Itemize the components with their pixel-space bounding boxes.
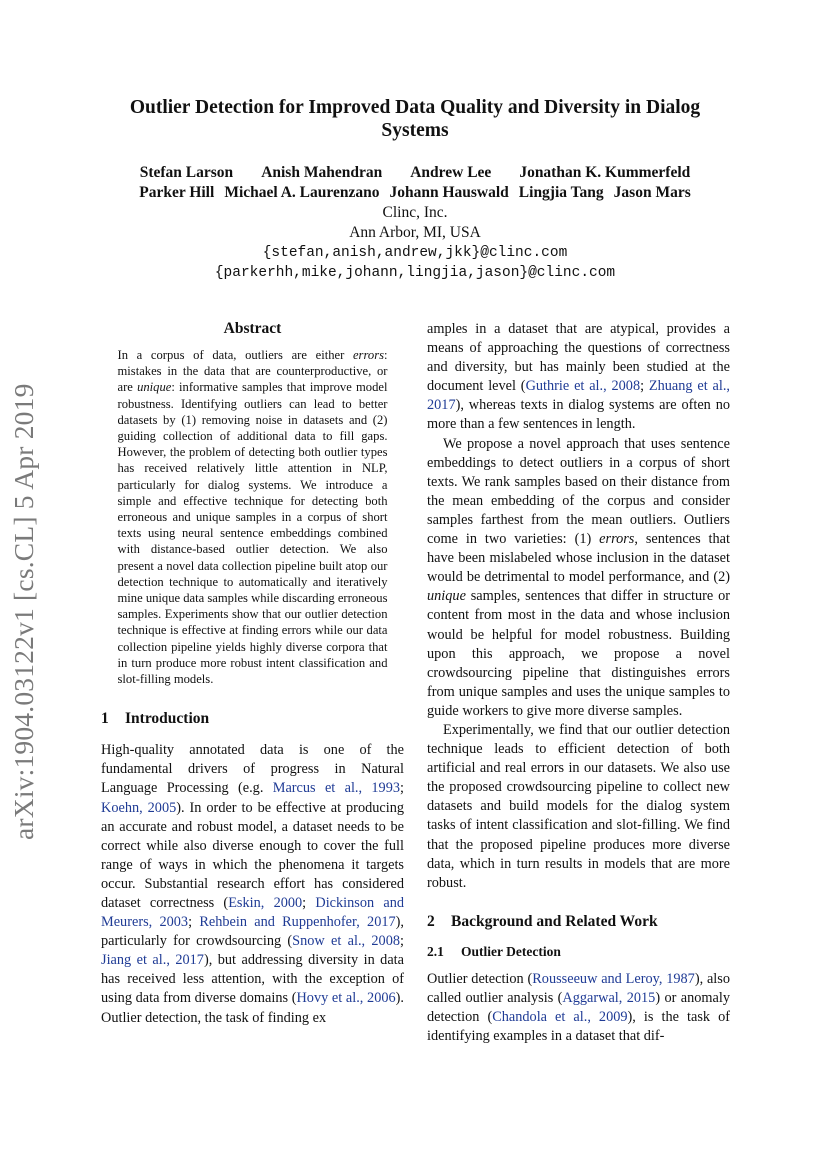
citation-link[interactable]: Rehbein and Ruppenhofer, 2017: [199, 914, 396, 931]
citation-link[interactable]: Guthrie et al., 2008: [525, 378, 641, 395]
subsection-heading-outlier-detection: [427, 944, 730, 960]
body-paragraph: amples in a dataset that are atypical, provides a means of approaching the questions of correctness and diversity, but has mainly been studied at the document level (Guthrie et al., 2008; Zhuang et al., 2017), whereas texts in dialog systems are often no more than a few sentences in length.: [427, 321, 731, 433]
author-name: Jonathan K. Kummerfeld: [519, 164, 691, 181]
author-block: [100, 163, 730, 283]
citation-link[interactable]: Aggarwal, 2015: [562, 989, 656, 1006]
introduction-paragraph: High-quality annotated data is one of the fundamental drivers of progress in Natural Language Processing (e.g. Marcus et al., 1993; Koehn, 2005). In order to be effective at producing an accurate and robust model, a dataset needs to be correct while also diverse enough to cover the full range of ways in which the phenomena it targets occur. Substantial research effort has considered dataset correctness (Eskin, 2000; Dickinson and Meurers, 2003; Rehbein and Ruppenhofer, 2017), particularly for crowdsourcing (Snow et al., 2008; Jiang et al., 2017), but addressing diversity in data has received less attention, with the exception of using data from diverse domains (Hovy et al., 2006). Outlier detection, the task of finding ex: [101, 742, 405, 1026]
citation-link[interactable]: Marcus et al., 1993: [272, 780, 401, 797]
section-number: 1: [101, 710, 109, 728]
citation-link[interactable]: Dickinson and Meurers, 2003: [101, 895, 405, 931]
section-number: 2: [427, 912, 435, 930]
subsection-title: Outlier Detection: [461, 943, 561, 959]
subsection-number: 2.1: [427, 943, 444, 959]
section-title: Background and Related Work: [451, 912, 658, 930]
author-name: Stefan Larson: [139, 164, 234, 181]
email-line: {parkerhh,mike,johann,lingjia,jason}@clinc.com: [214, 265, 616, 281]
citation-link[interactable]: Jiang et al., 2017: [101, 952, 204, 969]
abstract-heading: Abstract: [223, 320, 282, 337]
affiliation: Clinc, Inc.: [382, 204, 448, 221]
citation-link[interactable]: Zhuang et al., 2017: [427, 378, 731, 414]
body-paragraph: We propose a novel approach that uses sentence embeddings to detect outliers in a corpus of short texts. We rank samples based on their distance from the mean embedding of the corpus and consider samples farthest from the mean outliers. Outliers come in two varieties: (1) errors, sentences that have been mislabeled whose inclusion in the dataset would be detrimental to model performance, and (2) unique samples, sentences that differ in structure or content from most in the data and whose inclusion would be helpful for model robustness. Building upon this approach, we propose a novel crowdsourcing pipeline that distinguishes errors from unique samples and uses the unique samples to guide workers to give more diverse samples.: [427, 435, 730, 719]
section-heading-background: [427, 913, 730, 931]
paper-title: Outlier Detection for Improved Data Quality and Diversity in Dialog Systems: [129, 97, 701, 141]
location: Ann Arbor, MI, USA: [349, 224, 481, 241]
author-name: Andrew Lee: [410, 164, 492, 181]
citation-link[interactable]: Koehn, 2005: [101, 799, 177, 816]
citation-link[interactable]: Eskin, 2000: [228, 895, 303, 912]
author-name: Lingjia Tang: [518, 184, 604, 201]
left-column: [101, 320, 404, 1028]
author-name: Michael A. Laurenzano: [224, 184, 380, 201]
body-paragraph: Outlier detection (Rousseeuw and Leroy, 1987), also called outlier analysis (Aggarwal, 2015) or anomaly detection (Chandola et al., 2009), is the task of identifying examples in a dataset that dif-: [427, 970, 730, 1045]
author-name: Johann Hauswald: [389, 184, 509, 201]
right-column: [427, 320, 730, 1046]
email-line: {stefan,anish,andrew,jkk}@clinc.com: [262, 245, 568, 261]
author-name: Parker Hill: [139, 184, 215, 201]
citation-link[interactable]: Snow et al., 2008: [292, 933, 401, 950]
section-title: Introduction: [125, 710, 210, 728]
author-name: Jason Mars: [613, 184, 691, 201]
author-name: Anish Mahendran: [261, 164, 383, 181]
arxiv-identifier-stamp: arXiv:1904.03122v1 [cs.CL] 5 Apr 2019: [8, 383, 39, 840]
citation-link[interactable]: Chandola et al., 2009: [492, 1009, 628, 1025]
section-heading-introduction: [101, 710, 404, 728]
author-row-2: [100, 183, 730, 203]
citation-link[interactable]: Rousseeuw and Leroy, 1987: [532, 970, 695, 987]
author-row-1: [100, 163, 730, 183]
body-paragraph: Experimentally, we find that our outlier detection technique leads to efficient detection of both artificial and real errors in our datasets. We also use the proposed crowdsourcing pipeline to collect new datasets and build models for the dialog system tasks of intent classification and slot-filling. We find that the proposed pipeline produces more diverse data, which in turn results in models that are more robust.: [427, 721, 730, 891]
abstract-text: In a corpus of data, outliers are either errors: mistakes in the data that are counterproductive, or are unique: informative samples that improve model robustness. Identifying outliers can lead to better datasets by (1) removing noise in datasets and (2) guiding collection of additional data to fill gaps. However, the problem of detecting both outlier types has received relatively little attention in NLP, particularly for dialog systems. We introduce a simple and effective technique for detecting both erroneous and unique samples in a corpus of short texts using neural sentence embeddings combined with distance-based outlier detection. We also present a novel data collection pipeline built atop our detection technique to automatically and iteratively mine unique data samples while discarding erroneous samples. Experiments show that our outlier detection technique is effective at finding errors while our data collection pipeline yields highly diverse corpora that in turn produce more robust intent classification and slot-filling models.: [117, 348, 388, 687]
citation-link[interactable]: Hovy et al., 2006: [296, 990, 396, 1007]
